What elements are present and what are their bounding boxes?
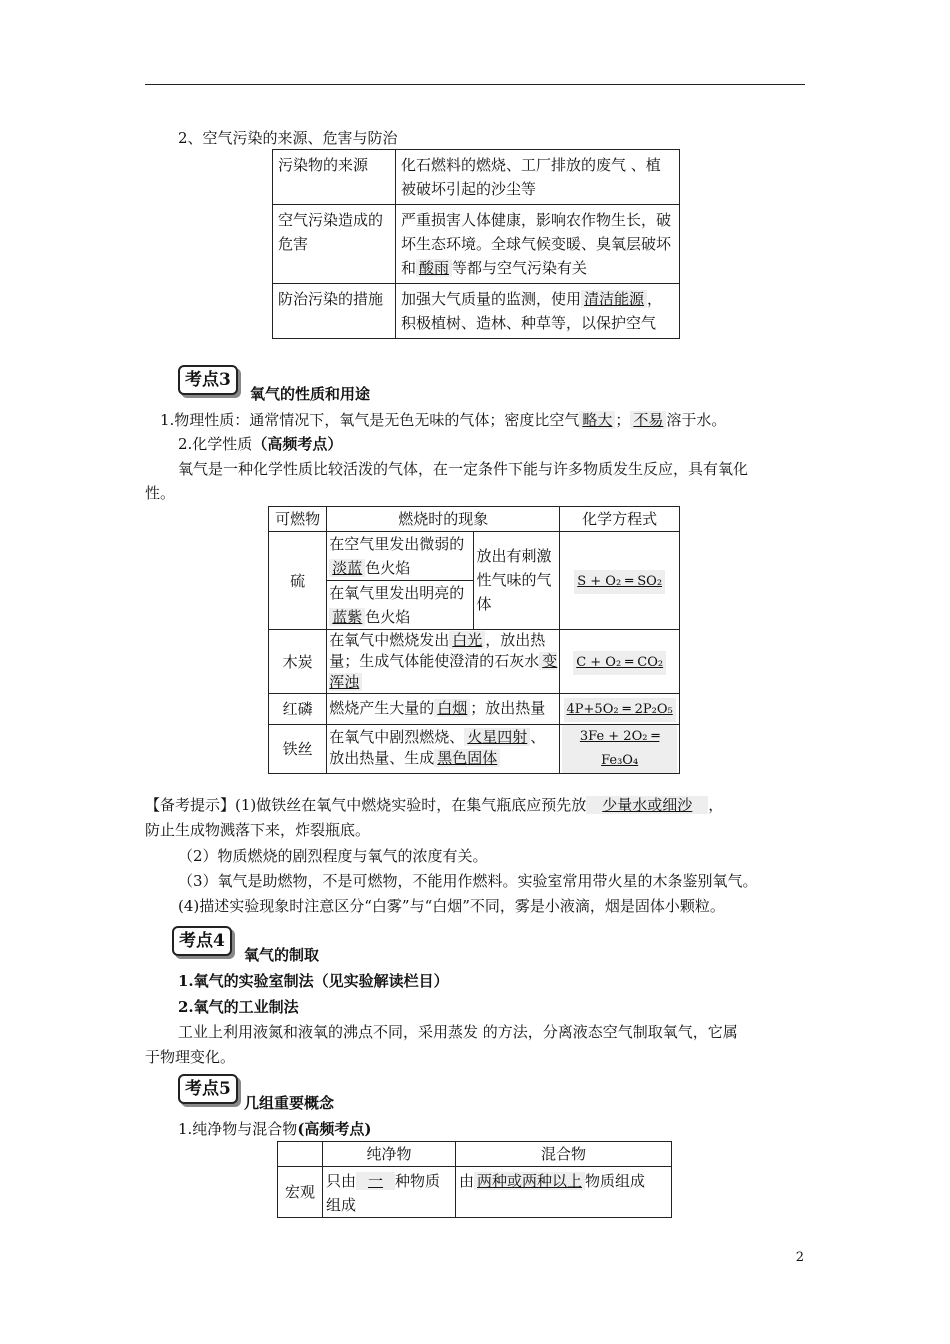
header-rule bbox=[145, 84, 805, 85]
table-cell: 严重损害人体健康，影响农作物生长，破坏生态环境。全球气候变暖、臭氧层破坏和 酸雨 等都与空气污染有关 bbox=[396, 205, 680, 284]
answer-blank: 变浑浊 bbox=[329, 652, 558, 691]
table-header: 可燃物 bbox=[269, 507, 327, 532]
table-header: 混合物 bbox=[456, 1142, 672, 1167]
tip-line: （3）氧气是助燃物，不是可燃物，不能用作燃料。实验室常用带火星的木条鉴别氧气。 bbox=[178, 872, 758, 890]
answer-blank: 一 bbox=[356, 1172, 395, 1190]
kaodian-badge: 考点4 bbox=[172, 926, 232, 956]
equation: S + O₂ ═ SO₂ bbox=[574, 570, 665, 594]
table-cell: 只由 一 种物质组成 bbox=[323, 1167, 456, 1218]
kaodian-badge: 考点5 bbox=[178, 1074, 238, 1104]
table-cell: 燃烧产生大量的 白烟 ；放出热量 bbox=[327, 694, 560, 725]
concept-table bbox=[277, 1141, 672, 1218]
tip-line: 防止生成物溅落下来，炸裂瓶底。 bbox=[145, 821, 371, 839]
equation: C + O₂ ═ CO₂ bbox=[573, 651, 666, 675]
paragraph: 氧气是一种化学性质比较活泼的气体，在一定条件下能与许多物质发生反应，具有氧化 bbox=[178, 460, 749, 478]
table-cell: 在氧气中燃烧发出 白光 ，放出热量；生成气体能使澄清的石灰水 变浑浊 bbox=[327, 630, 560, 694]
table-cell bbox=[278, 1142, 323, 1167]
answer-blank: 淡蓝 bbox=[329, 559, 365, 577]
answer-blank: 白光 bbox=[449, 631, 485, 649]
table-header: 燃烧时的现象 bbox=[327, 507, 560, 532]
equation-cell bbox=[560, 694, 680, 725]
section-heading: 氧气的制取 bbox=[244, 946, 320, 964]
sub-heading: 1.氧气的实验室制法（见实验解读栏目） bbox=[178, 972, 449, 990]
answer-blank: 少量水或细沙 bbox=[586, 796, 708, 814]
table-cell: 铁丝 bbox=[269, 725, 327, 774]
table-cell: 硫 bbox=[269, 532, 327, 630]
table-cell: 空气污染造成的危害 bbox=[273, 205, 396, 284]
equation: 4P+5O₂ ═ 2P₂O₅ bbox=[564, 698, 676, 722]
answer-blank: 两种或两种以上 bbox=[474, 1172, 585, 1190]
chem-heading: 2.化学性质（高频考点） bbox=[178, 435, 343, 453]
sub-heading: 1.纯净物与混合物(高频考点) bbox=[178, 1120, 372, 1138]
table-cell: 宏观 bbox=[278, 1167, 323, 1218]
answer-blank: 黑色固体 bbox=[434, 749, 500, 767]
page-number: 2 bbox=[795, 1250, 804, 1265]
table-cell: 在氧气中剧烈燃烧、 火星四射 、放出热量、生成 黑色固体 bbox=[327, 725, 560, 774]
table-cell: 在氧气里发出明亮的蓝紫 色火焰 bbox=[327, 581, 474, 630]
kaodian-badge: 考点3 bbox=[178, 365, 238, 395]
equation: 3Fe + 2O₂ ═ Fe₃O₄ bbox=[562, 725, 677, 773]
pollution-table bbox=[272, 149, 680, 339]
table-cell: 加强大气质量的监测，使用 清洁能源 ，积极植树、造林、种草等，以保护空气 bbox=[396, 284, 680, 339]
answer-blank: 火星四射 bbox=[464, 728, 530, 746]
answer-blank: 清洁能源 bbox=[581, 290, 647, 308]
tip-line: （2）物质燃烧的剧烈程度与氧气的浓度有关。 bbox=[178, 847, 488, 865]
table-cell: 污染物的来源 bbox=[273, 150, 396, 205]
paragraph: 于物理变化。 bbox=[145, 1048, 236, 1066]
sub-heading: 2.氧气的工业制法 bbox=[178, 998, 299, 1016]
tip-line: (4)描述实验现象时注意区分“白雾”与“白烟”不同，雾是小液滴，烟是固体小颗粒。 bbox=[178, 897, 725, 915]
table-cell: 在空气里发出微弱的淡蓝 色火焰 bbox=[327, 532, 474, 581]
equation-cell bbox=[560, 630, 680, 694]
table-header: 纯净物 bbox=[323, 1142, 456, 1167]
equation-cell bbox=[560, 532, 680, 630]
answer-blank: 蓝紫 bbox=[329, 608, 365, 626]
table-cell: 放出有刺激性气味的气体 bbox=[474, 532, 560, 630]
answer-blank: 略大 bbox=[579, 411, 615, 429]
equation-cell bbox=[560, 725, 680, 774]
table-cell: 红磷 bbox=[269, 694, 327, 725]
section-heading: 几组重要概念 bbox=[244, 1094, 335, 1112]
answer-blank: 白烟 bbox=[434, 699, 470, 717]
table-cell: 化石燃料的燃烧、工厂排放的废气 、植被破坏引起的沙尘等 bbox=[396, 150, 680, 205]
tip-line: 【备考提示】(1)做铁丝在氧气中燃烧实验时，在集气瓶底应预先放 少量水或细沙 ， bbox=[145, 796, 724, 814]
answer-blank: 不易 bbox=[630, 411, 666, 429]
combustion-table bbox=[268, 506, 680, 774]
paragraph: 性。 bbox=[145, 484, 176, 502]
section-title: 2、空气污染的来源、危害与防治 bbox=[178, 129, 398, 147]
table-header: 化学方程式 bbox=[560, 507, 680, 532]
physical-properties: 1.物理性质：通常情况下，氧气是无色无味的气体；密度比空气 略大 ； 不易 溶于水。 bbox=[160, 411, 727, 429]
answer-blank: 酸雨 bbox=[416, 259, 452, 277]
table-cell: 由 两种或两种以上 物质组成 bbox=[456, 1167, 672, 1218]
section-heading: 氧气的性质和用途 bbox=[250, 385, 371, 403]
paragraph: 工业上利用液氮和液氧的沸点不同，采用蒸发 的方法，分离液态空气制取氧气，它属 bbox=[178, 1023, 738, 1041]
table-cell: 防治污染的措施 bbox=[273, 284, 396, 339]
table-cell: 木炭 bbox=[269, 630, 327, 694]
